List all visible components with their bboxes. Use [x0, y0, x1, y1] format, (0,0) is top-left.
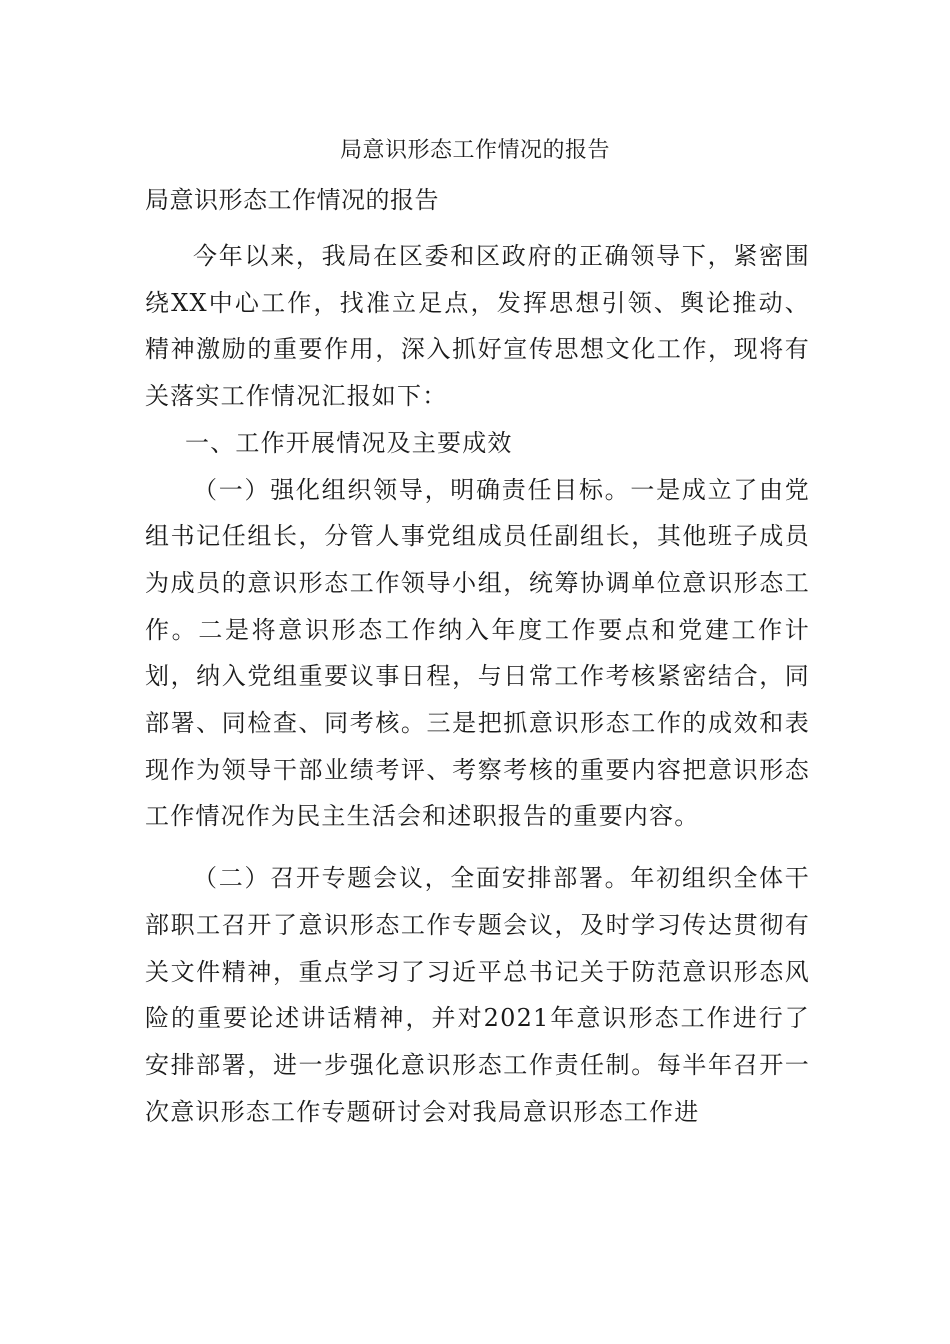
document-subtitle: 局意识形态工作情况的报告: [145, 186, 439, 214]
document-title: 局意识形态工作情况的报告: [339, 138, 610, 163]
paragraph-intro: 今年以来，我局在区委和区政府的正确领导下，紧密围绕XX中心工作，找准立足点，发挥思想引领、舆论推动、精神激励的重要作用，深入抓好宣传思想文化工作，现将有关落实工作情况汇报如下：: [145, 242, 810, 411]
paragraph-spacer: [145, 840, 810, 855]
section-heading: 一、工作开展情况及主要成效: [185, 428, 513, 457]
document-body: [145, 233, 810, 1135]
paragraph-2: （二）召开专题会议，全面安排部署。年初组织全体干部职工召开了意识形态工作专题会议，及时学习传达贯彻有关文件精神，重点学习了习近平总书记关于防范意识形态风险的重要论述讲话精神，并对2021年意识形态工作进行了安排部署，进一步强化意识形态工作责任制。每半年召开一次意识形态工作专题研讨会对我局意识形态工作进: [145, 864, 810, 1126]
paragraph-1: （一）强化组织领导，明确责任目标。一是成立了由党组书记任组长，分管人事党组成员任副组长，其他班子成员为成员的意识形态工作领导小组，统筹协调单位意识形态工作。二是将意识形态工作纳入年度工作要点和党建工作计划，纳入党组重要议事日程，与日常工作考核紧密结合，同部署、同检查、同考核。三是把抓意识形态工作的成效和表现作为领导干部业绩考评、考察考核的重要内容把意识形态工作情况作为民主生活会和述职报告的重要内容。: [145, 475, 810, 831]
